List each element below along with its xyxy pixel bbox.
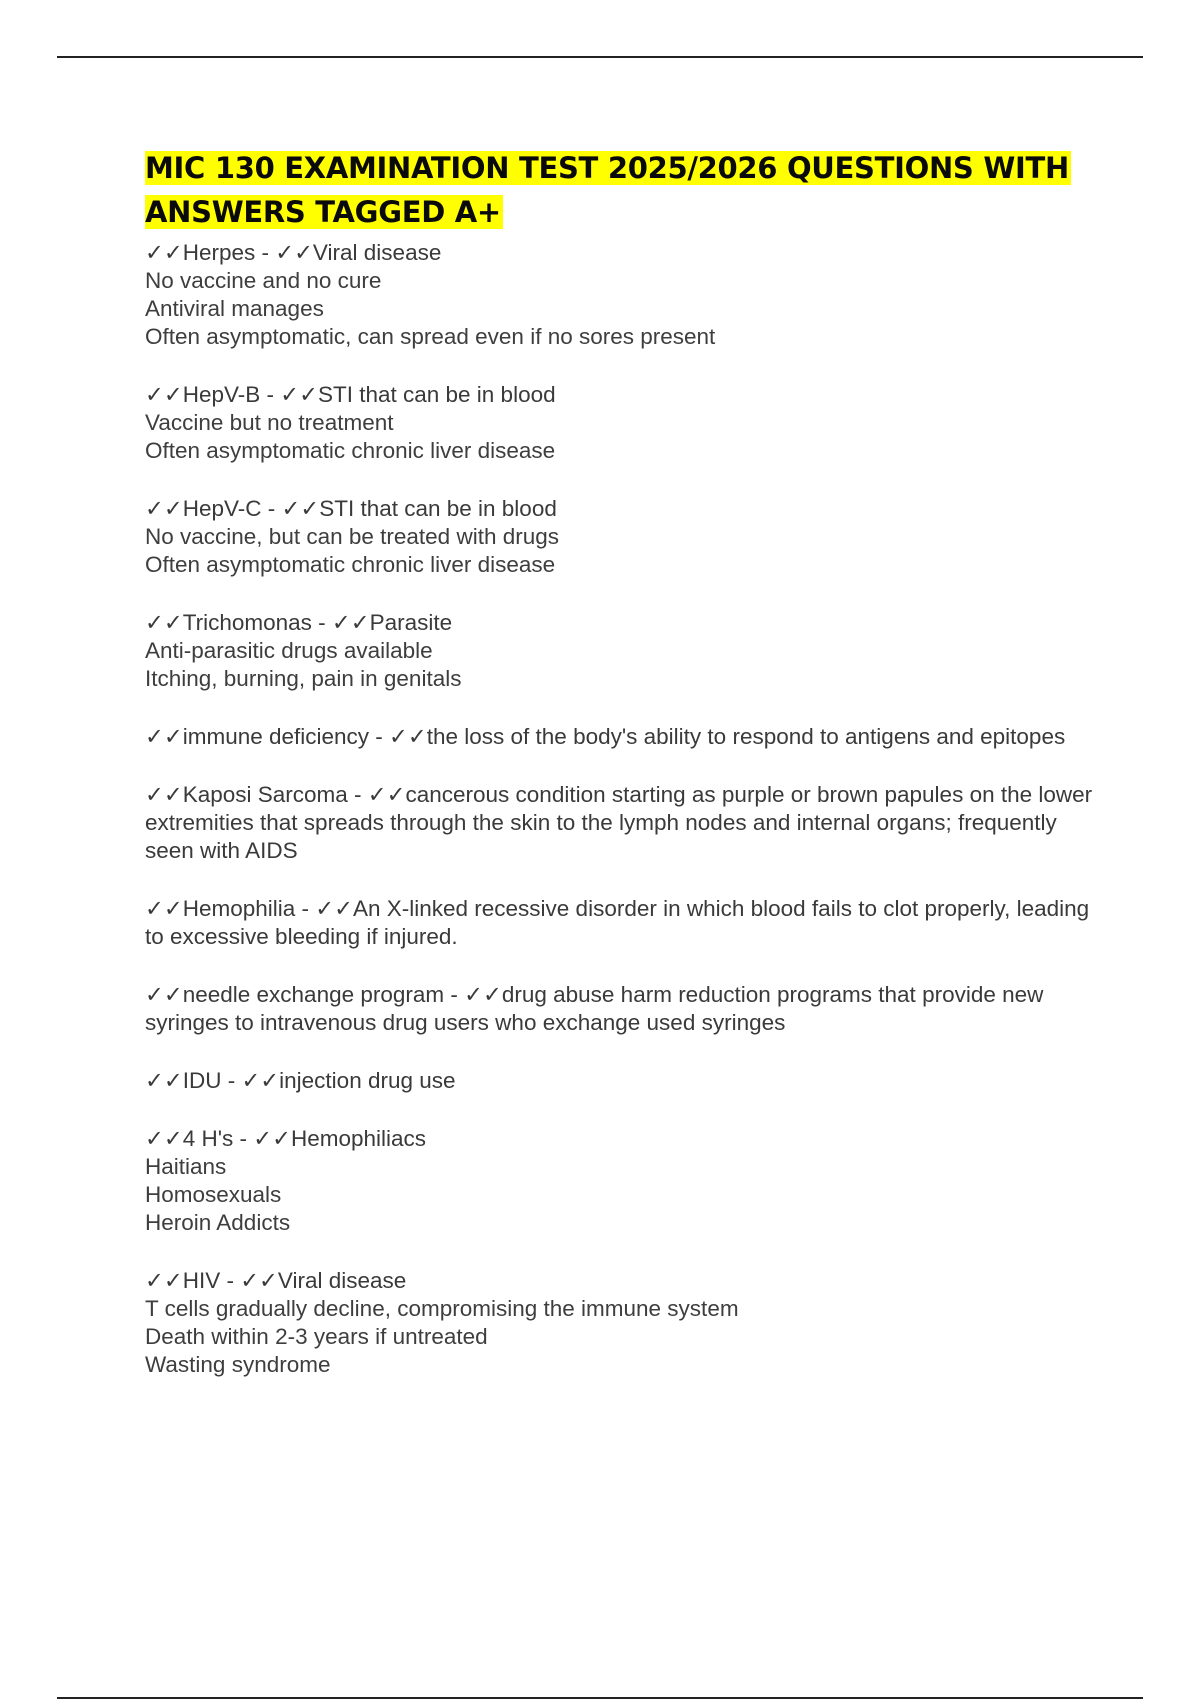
- qa-detail-line: Often asymptomatic, can spread even if no sores present: [145, 324, 716, 349]
- qa-term-definition: ✓✓HepV-C - ✓✓STI that can be in blood: [145, 496, 557, 521]
- qa-entry: [145, 1067, 1105, 1095]
- qa-term-definition: ✓✓Hemophilia - ✓✓An X-linked recessive disorder in which blood fails to clot properly, leading to excessive bleeding if injured.: [145, 896, 1090, 949]
- qa-detail-line: Itching, burning, pain in genitals: [145, 666, 462, 691]
- qa-detail-line: Wasting syndrome: [145, 1352, 331, 1377]
- qa-entry: [145, 495, 1105, 579]
- document-title: [145, 146, 1105, 234]
- qa-detail-line: Often asymptomatic chronic liver disease: [145, 438, 556, 463]
- title-highlight: MIC 130 EXAMINATION TEST 2025/2026 QUESTIONS WITH ANSWERS TAGGED A+: [145, 151, 1069, 229]
- qa-term-definition: ✓✓HepV-B - ✓✓STI that can be in blood: [145, 382, 556, 407]
- qa-detail-line: Death within 2-3 years if untreated: [145, 1324, 488, 1349]
- qa-detail-line: No vaccine and no cure: [145, 268, 382, 293]
- qa-entry: [145, 1125, 1105, 1237]
- footer-rule: [57, 1697, 1143, 1699]
- qa-term-definition: ✓✓Herpes - ✓✓Viral disease: [145, 240, 442, 265]
- qa-entry: [145, 1267, 1105, 1379]
- qa-entry: [145, 239, 1105, 351]
- qa-term-definition: ✓✓Trichomonas - ✓✓Parasite: [145, 610, 453, 635]
- qa-term-definition: ✓✓immune deficiency - ✓✓the loss of the body's ability to respond to antigens and epitopes: [145, 724, 1066, 749]
- qa-detail-line: Heroin Addicts: [145, 1210, 291, 1235]
- document-body: [145, 146, 1105, 1409]
- qa-entry: [145, 895, 1105, 951]
- qa-detail-line: Antiviral manages: [145, 296, 324, 321]
- qa-detail-line: Haitians: [145, 1154, 227, 1179]
- qa-detail-line: No vaccine, but can be treated with drugs: [145, 524, 559, 549]
- qa-entry: [145, 381, 1105, 465]
- qa-term-definition: ✓✓HIV - ✓✓Viral disease: [145, 1268, 407, 1293]
- qa-detail-line: Often asymptomatic chronic liver disease: [145, 552, 556, 577]
- qa-detail-line: T cells gradually decline, compromising the immune system: [145, 1296, 739, 1321]
- qa-term-definition: ✓✓4 H's - ✓✓Hemophiliacs: [145, 1126, 427, 1151]
- qa-term-definition: ✓✓needle exchange program - ✓✓drug abuse harm reduction programs that provide new syringes to intravenous drug users who exchange used syringes: [145, 982, 1044, 1035]
- qa-list: [145, 239, 1105, 1379]
- qa-term-definition: ✓✓Kaposi Sarcoma - ✓✓cancerous condition starting as purple or brown papules on the lower extremities that spreads through the skin to the lymph nodes and internal organs; frequently seen with AIDS: [145, 782, 1093, 863]
- qa-detail-line: Anti-parasitic drugs available: [145, 638, 433, 663]
- qa-detail-line: Vaccine but no treatment: [145, 410, 394, 435]
- qa-entry: [145, 981, 1105, 1037]
- qa-term-definition: ✓✓IDU - ✓✓injection drug use: [145, 1068, 456, 1093]
- header-rule: [57, 56, 1143, 58]
- qa-entry: [145, 723, 1105, 751]
- qa-entry: [145, 609, 1105, 693]
- qa-entry: [145, 781, 1105, 865]
- qa-detail-line: Homosexuals: [145, 1182, 282, 1207]
